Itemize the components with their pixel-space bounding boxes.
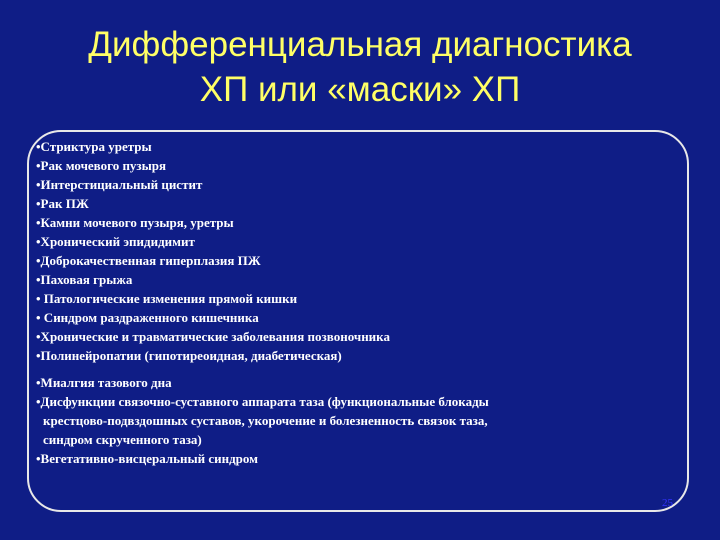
list-item: •Хронические и травматические заболевания позвоночника xyxy=(36,329,390,344)
list-item: •Рак мочевого пузыря xyxy=(36,158,167,173)
list-item: •Доброкачественная гиперплазия ПЖ xyxy=(36,253,261,268)
list-item: •Паховая грыжа xyxy=(36,272,133,287)
diagnosis-list xyxy=(36,137,676,468)
slide-title xyxy=(0,22,720,112)
list-item-line: •Дисфункции связочно-суставного аппарата таза (функциональные блокады xyxy=(36,394,489,409)
list-item: •Интерстициальный цистит xyxy=(36,177,203,192)
slide-title-line-2: ХП или «маски» ХП xyxy=(199,70,521,109)
slide-title-line-1: Дифференциальная диагностика xyxy=(88,25,632,64)
list-item: •Камни мочевого пузыря, уретры xyxy=(36,215,234,230)
list-item-line-continued: синдром скрученного таза) xyxy=(43,432,202,447)
list-item: •Стриктура уретры xyxy=(36,139,152,154)
list-item: •Полинейропатии (гипотиреоидная, диабетическая) xyxy=(36,348,342,363)
list-item: • Патологические изменения прямой кишки xyxy=(36,291,298,306)
list-item: •Миалгия тазового дна xyxy=(36,375,172,390)
list-item: •Хронический эпидидимит xyxy=(36,234,195,249)
page-number: 25 xyxy=(662,497,673,509)
list-item: •Рак ПЖ xyxy=(36,196,89,211)
list-item-line-continued: крестцово-подвздошных суставов, укорочение и болезненность связок таза, xyxy=(43,413,488,428)
list-item: • Синдром раздраженного кишечника xyxy=(36,310,259,325)
list-item: •Вегетативно-висцеральный синдром xyxy=(36,451,259,466)
list-item-multiline xyxy=(36,392,676,449)
